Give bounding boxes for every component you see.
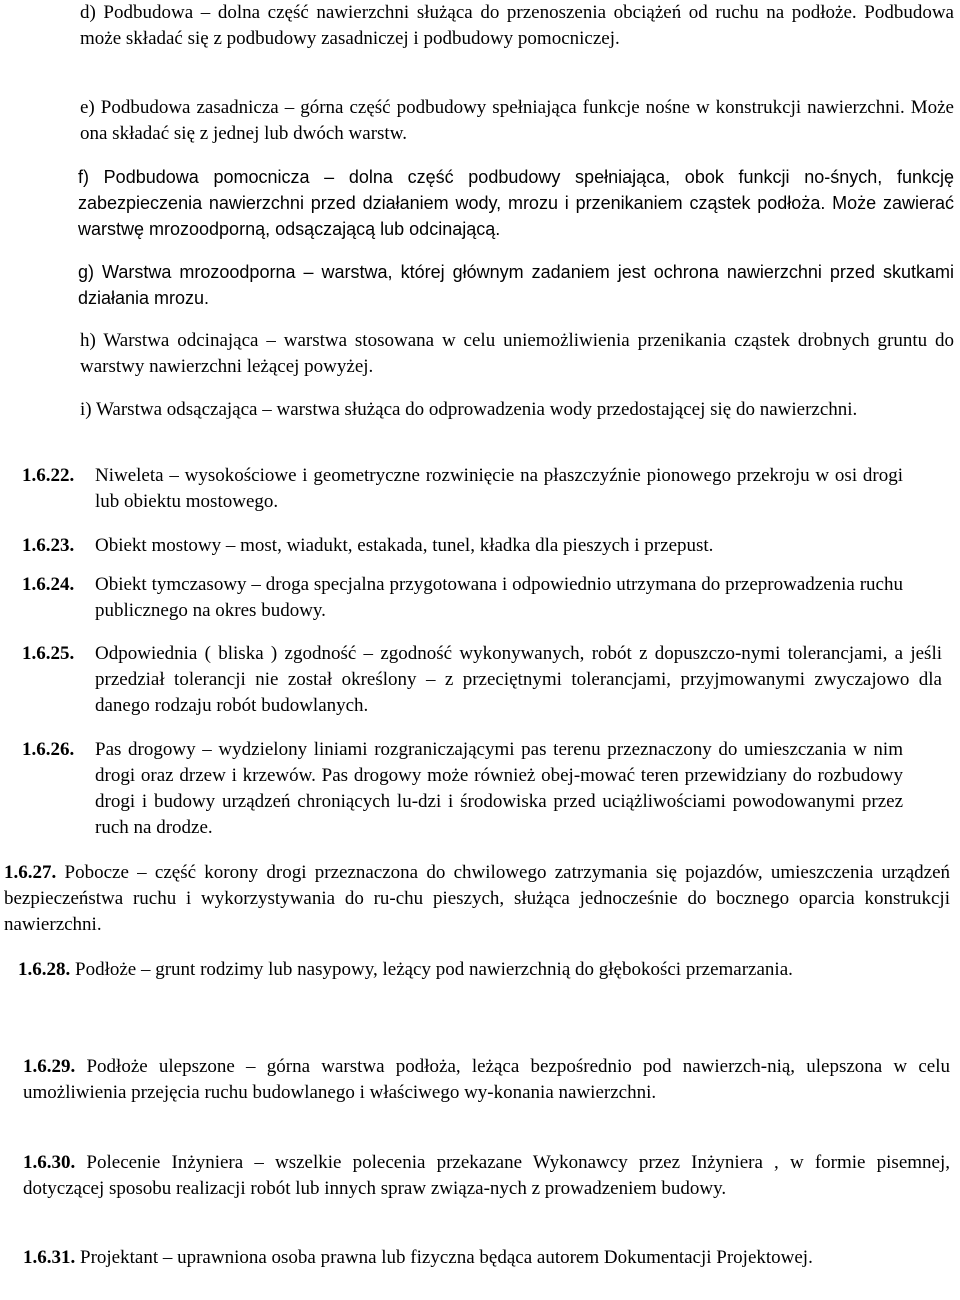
definition-text: Niweleta – wysokościowe i geometryczne rozwinięcie na płaszczyźnie pionowego przekroju w osi drogi lub obiektu mostowego. (95, 465, 903, 512)
definition-number: 1.6.30. (23, 1152, 76, 1173)
definition-1-6-25 (22, 641, 954, 719)
definition-text: Obiekt tymczasowy – droga specjalna przygotowana i odpowiednio utrzymana do przeprowadzenia ruchu publicznego na okres budowy. (95, 574, 903, 621)
definition-1-6-24 (22, 572, 954, 624)
paragraph-i: i) Warstwa odsączająca – warstwa służąca do odprowadzenia wody przedostającej się do nawierzchni. (80, 399, 858, 420)
definition-1-6-26 (22, 737, 954, 841)
definition-1-6-27 (4, 860, 950, 938)
definition-1-6-28 (4, 957, 950, 983)
definition-number: 1.6.24. (22, 574, 75, 595)
definition-number: 1.6.22. (22, 465, 75, 486)
paragraph-g: g) Warstwa mrozoodporna – warstwa, której głównym zadaniem jest ochrona nawierzchni przed skutkami działania mrozu. (78, 262, 954, 308)
definition-1-6-31 (23, 1245, 950, 1271)
definition-number: 1.6.28. (18, 959, 71, 980)
definition-number: 1.6.27. (4, 862, 57, 883)
definition-1-6-30 (23, 1150, 950, 1202)
definition-text: Pas drogowy – wydzielony liniami rozgraniczającymi pas terenu przeznaczony do umieszczania w nim drogi oraz drzew i krzewów. Pas drogowy może również obej-mować teren przewidziany do rozbudowy drogi i budowy urządzeń chroniących lu-dzi i środowiska przed uciążliwościami powodowanymi przez ruch na drodze. (95, 739, 903, 838)
definition-number: 1.6.23. (22, 535, 75, 556)
definition-1-6-29 (23, 1054, 950, 1106)
definition-1-6-22 (22, 463, 954, 515)
definition-text: Odpowiednia ( bliska ) zgodność – zgodność wykonywanych, robót z dopuszczo-nymi tolerancjami, a jeśli przedział tolerancji nie został określony – z przeciętnymi tolerancjami, przyjmowanymi zwyczajowo dla danego rodzaju robót budowlanych. (95, 643, 942, 716)
definition-text: Projektant – uprawniona osoba prawna lub fizyczna będąca autorem Dokumentacji Projektowej. (80, 1247, 813, 1268)
definition-text: Podłoże ulepszone – górna warstwa podłoża, leżąca bezpośrednio pod nawierzch-nią, ulepszona w celu umożliwienia przejęcia ruchu budowlanego i właściwego wy-konania nawierzchni. (23, 1056, 950, 1103)
paragraph-d: d) Podbudowa – dolna część nawierzchni służąca do przenoszenia obciążeń od ruchu na podłoże. Podbudowa może składać się z podbudowy zasadniczej i podbudowy pomocniczej. (80, 2, 954, 49)
definition-number: 1.6.26. (22, 739, 75, 760)
paragraph-e: e) Podbudowa zasadnicza – górna część podbudowy spełniająca funkcje nośne w konstrukcji nawierzchni. Może ona składać się z jednej lub dwóch warstw. (80, 97, 954, 144)
definition-1-6-23 (22, 533, 954, 559)
definition-number: 1.6.31. (23, 1247, 76, 1268)
definition-number: 1.6.29. (23, 1056, 76, 1077)
definition-number: 1.6.25. (22, 643, 75, 664)
definition-text: Pobocze – część korony drogi przeznaczona do chwilowego zatrzymania się pojazdów, umieszczenia urządzeń bezpieczeństwa ruchu i wykorzystywania do ru-chu pieszych, służąca jednocześnie do bocznego oparcia konstrukcji nawierzchni. (4, 862, 951, 935)
definition-text: Polecenie Inżyniera – wszelkie polecenia przekazane Wykonawcy przez Inżyniera , w formie pisemnej, dotyczącej sposobu realizacji robót lub innych spraw związa-nych z prowadzeniem budowy. (23, 1152, 951, 1199)
paragraph-h: h) Warstwa odcinająca – warstwa stosowana w celu uniemożliwienia przenikania cząstek drobnych gruntu do warstwy nawierzchni leżącej powyżej. (80, 330, 954, 377)
definition-text: Obiekt mostowy – most, wiadukt, estakada, tunel, kładka dla pieszych i przepust. (95, 535, 714, 556)
paragraph-f: f) Podbudowa pomocnicza – dolna część podbudowy spełniająca, obok funkcji no-śnych, funkcję zabezpieczenia nawierzchni przed działaniem wody, mrozu i przenikaniem cząstek podłoża. Może zawierać warstwę mrozoodporną, odsączającą lub odcinającą. (78, 167, 954, 239)
definition-text: Podłoże – grunt rodzimy lub nasypowy, leżący pod nawierzchnią do głębokości przemarzania. (75, 959, 793, 980)
